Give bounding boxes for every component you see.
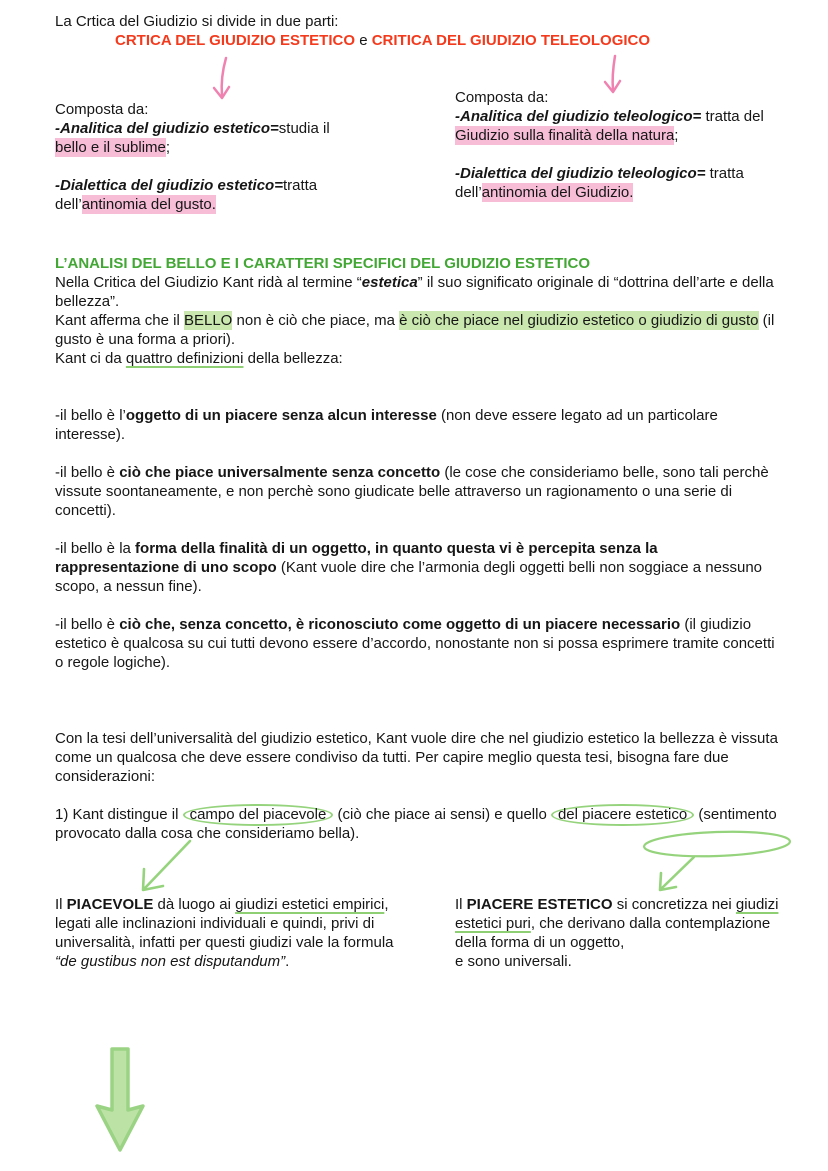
def3-bold: forma della finalità di un oggetto, in quanto questa vi è percepita senza la rappresentazione di uno scopo <box>55 540 658 576</box>
para-bello-pre: Kant afferma che il <box>55 312 184 329</box>
title-teleologico: CRITICA DEL GIUDIZIO TELEOLOGICO <box>371 32 651 49</box>
teleologico-column <box>455 88 800 202</box>
green-arrow-to-piacere-estetico-icon <box>648 854 700 896</box>
point1-mid: (ciò che piace ai sensi) e quello <box>333 806 551 823</box>
dialettica-estetico-term: -Dialettica del giudizio estetico= <box>55 177 283 194</box>
estetico-column <box>55 100 365 214</box>
analitica-teleologico-pre: tratta del <box>701 108 764 125</box>
piacere-rest2: e sono universali. <box>455 953 572 970</box>
para-estetica-pre: Nella Critica del Giudizio Kant ridà al termine “ <box>55 274 362 291</box>
para-estetica <box>55 273 780 311</box>
giudizi-puri-underline: giudizi estetici puri <box>455 896 779 932</box>
big-green-down-arrow-icon <box>88 1046 152 1156</box>
def4-pre: -il bello è <box>55 616 120 633</box>
analitica-estetico-pre: studia il <box>278 120 330 137</box>
piacevole-paragraph <box>55 895 400 971</box>
para-bello <box>55 311 780 349</box>
piacere-bold: PIACERE ESTETICO <box>466 896 613 913</box>
piacere-estetico-paragraph <box>455 895 785 971</box>
analitica-estetico-post: ; <box>165 139 171 156</box>
def3-pre: -il bello è la <box>55 540 136 557</box>
campo-piacevole-oval: campo del piacevole <box>183 804 334 826</box>
para-def-post: della bellezza: <box>243 350 343 367</box>
piacevole-end: . <box>285 953 290 970</box>
point1-post: (sentimento provocato dalla cosa che consideriamo bella). <box>55 806 777 842</box>
piacevole-block <box>55 895 400 971</box>
green-arrow-to-piacevole-icon <box>128 838 204 896</box>
latin-quote: “de gustibus non est disputandum” <box>55 953 286 970</box>
def1-pre: -il bello è l’ <box>55 407 126 424</box>
teleologico-header: Composta da: <box>455 89 549 106</box>
definition-item <box>55 615 780 672</box>
giudizio-estetico-highlight: è ciò che piace nel giudizio estetico o giudizio di gusto <box>399 312 759 329</box>
dialettica-estetico-pre: tratta dell’ <box>55 177 318 213</box>
teleologico-analitica <box>455 107 800 145</box>
para-estetica-post: ” il suo significato originale di “dottrina dell’arte e della bellezza”. <box>55 274 774 310</box>
piacevole-rest: , legati alle inclinazioni individuali e quindi, privi di universalità, infatti per questi giudizi vale la formula <box>55 896 394 951</box>
dialettica-teleologico-highlight: antinomia del Giudizio. <box>481 184 634 201</box>
section-heading: L’ANALISI DEL BELLO E I CARATTERI SPECIFICI DEL GIUDIZIO ESTETICO <box>55 255 591 272</box>
analitica-estetico-highlight: bello e il sublime <box>55 139 166 156</box>
def2-pre: -il bello è <box>55 464 120 481</box>
para-bello-post: (il gusto è una forma a priori). <box>55 312 775 348</box>
definition-item <box>55 539 780 596</box>
piacere-estetico-oval: del piacere estetico <box>551 804 694 826</box>
definition-item <box>55 463 780 520</box>
def2-bold: ciò che piace universalmente senza concetto <box>119 464 441 481</box>
piacevole-pre: Il <box>55 896 67 913</box>
main-body <box>55 254 780 843</box>
pink-arrow-left-icon <box>205 56 241 106</box>
piacevole-mid: dà luogo ai <box>153 896 236 913</box>
para-def-pre: Kant ci da <box>55 350 126 367</box>
analitica-teleologico-term: -Analitica del giudizio teleologico= <box>455 108 702 125</box>
def4-post: (il giudizio estetico è qualcosa su cui tutti devono essere d’accordo, nonostante non si possa esprimere tramite concetti o regole logiche). <box>55 616 775 671</box>
dialettica-teleologico-term: -Dialettica del giudizio teleologico= <box>455 165 706 182</box>
estetico-analitica <box>55 119 365 157</box>
title-estetico: CRTICA DEL GIUDIZIO ESTETICO <box>115 32 356 49</box>
point1-pre: 1) Kant distingue il <box>55 806 183 823</box>
def1-post: (non deve essere legato ad un particolare interesse). <box>55 407 718 443</box>
dialettica-teleologico-pre: tratta dell’ <box>455 165 744 201</box>
piacevole-bold: PIACEVOLE <box>66 896 154 913</box>
para-definizioni-intro <box>55 349 780 368</box>
piacere-rest: , che derivano dalla contemplazione della forma di un oggetto, <box>455 915 771 951</box>
para-point1 <box>55 805 780 843</box>
analitica-estetico-term: -Analitica del giudizio estetico= <box>55 120 279 137</box>
estetico-dialettica <box>55 176 365 214</box>
quattro-definizioni-underline: quattro definizioni <box>125 350 244 367</box>
estetico-header: Composta da: <box>55 101 149 118</box>
piacere-mid: si concretizza nei <box>612 896 736 913</box>
definition-item <box>55 406 780 444</box>
dialettica-estetico-highlight: antinomia del gusto. <box>81 196 216 213</box>
def3-post: (Kant vuole dire che l’armonia degli oggetti belli non soggiace a nessuno scopo, a nessun fine). <box>55 559 763 595</box>
intro-line: La Crtica del Giudizio si divide in due parti: <box>55 13 339 30</box>
bello-highlight: BELLO <box>183 312 233 329</box>
teleologico-dialettica <box>455 164 800 202</box>
def4-bold: ciò che, senza concetto, è riconosciuto come oggetto di un piacere necessario <box>119 616 681 633</box>
piacere-pre: Il <box>455 896 467 913</box>
para-bello-mid: non è ciò che piace, ma <box>232 312 400 329</box>
piacere-estetico-block <box>455 895 785 971</box>
analitica-teleologico-post: ; <box>674 127 679 144</box>
main-title <box>115 31 650 50</box>
estetica-term: estetica <box>361 274 418 291</box>
analitica-teleologico-highlight: Giudizio sulla finalità della natura <box>455 127 675 144</box>
para-universalita: Con la tesi dell’universalità del giudizio estetico, Kant vuole dire che nel giudizio estetico la bellezza è vissuta come un qualcosa che deve essere condiviso da tutti. Per capire meglio questa tesi, bisogna fare due considerazioni: <box>55 730 778 785</box>
def1-bold: oggetto di un piacere senza alcun interesse <box>125 407 437 424</box>
title-connector: e <box>359 32 368 49</box>
def2-post: (le cose che consideriamo belle, sono tali perchè vissute soontaneamente, e non perchè sono giudicate belle attraverso un ragionamento o una serie di concetti). <box>55 464 769 519</box>
giudizi-empirici-underline: giudizi estetici empirici <box>235 896 385 913</box>
